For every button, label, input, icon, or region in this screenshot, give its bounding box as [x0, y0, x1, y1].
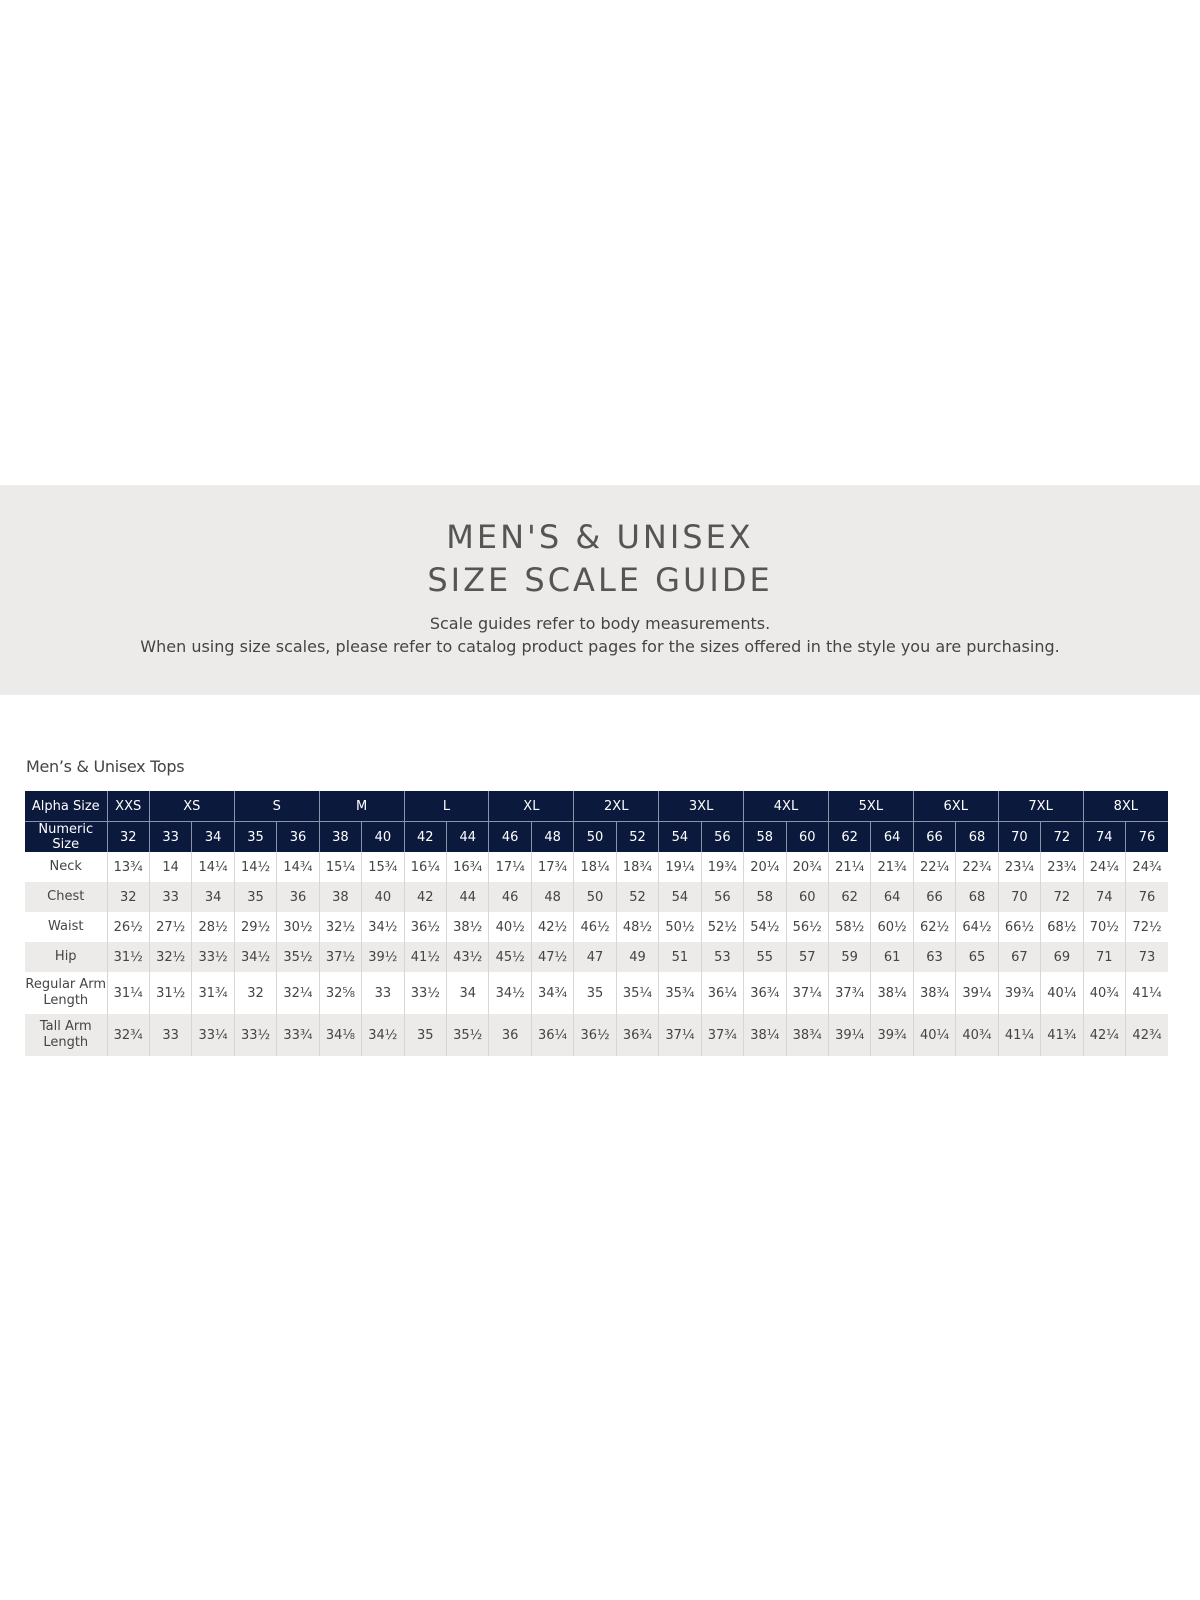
- table-cell: 31½: [107, 942, 149, 972]
- numeric-size-cell: 54: [659, 822, 701, 853]
- table-row: [25, 972, 1168, 1014]
- table-cell: 40: [362, 882, 404, 912]
- table-cell: 37¾: [701, 1014, 743, 1056]
- table-cell: 13¾: [107, 852, 149, 882]
- alpha-size-cell: XS: [149, 791, 234, 822]
- table-cell: 58½: [828, 912, 870, 942]
- row-label-line: Regular Arm: [25, 977, 107, 992]
- table-cell: 31¼: [107, 972, 149, 1014]
- table-cell: 29½: [234, 912, 276, 942]
- table-row: [25, 1014, 1168, 1056]
- table-cell: 50: [574, 882, 616, 912]
- table-cell: 35¾: [659, 972, 701, 1014]
- table-cell: 22¼: [913, 852, 955, 882]
- table-cell: 32½: [319, 912, 361, 942]
- table-cell: 14¾: [277, 852, 319, 882]
- table-cell: 19¾: [701, 852, 743, 882]
- table-cell: 40¾: [1083, 972, 1125, 1014]
- table-cell: 38¾: [786, 1014, 828, 1056]
- alpha-size-cell: 3XL: [659, 791, 744, 822]
- table-cell: 73: [1126, 942, 1169, 972]
- table-cell: 14½: [234, 852, 276, 882]
- numeric-size-cell: 32: [107, 822, 149, 853]
- table-cell: 54: [659, 882, 701, 912]
- table-cell: 34⅛: [319, 1014, 361, 1056]
- table-cell: 28½: [192, 912, 234, 942]
- table-cell: 34½: [234, 942, 276, 972]
- table-cell: 33: [149, 1014, 191, 1056]
- subtitle-line2: When using size scales, please refer to catalog product pages for the sizes offered in the style you are purchasing.: [140, 637, 1060, 656]
- table-cell: 72: [1041, 882, 1083, 912]
- row-label: [25, 912, 107, 942]
- numeric-size-cell: 70: [998, 822, 1040, 853]
- alpha-size-cell: XL: [489, 791, 574, 822]
- table-cell: 65: [956, 942, 998, 972]
- table-cell: 71: [1083, 942, 1125, 972]
- numeric-size-cell: 38: [319, 822, 361, 853]
- table-cell: 64: [871, 882, 913, 912]
- table-cell: 18¾: [616, 852, 658, 882]
- table-cell: 69: [1041, 942, 1083, 972]
- table-cell: 61: [871, 942, 913, 972]
- table-cell: 16¼: [404, 852, 446, 882]
- table-cell: 42½: [531, 912, 573, 942]
- table-cell: 39¾: [871, 1014, 913, 1056]
- table-cell: 23¾: [1041, 852, 1083, 882]
- table-cell: 48: [531, 882, 573, 912]
- table-cell: 41¼: [998, 1014, 1040, 1056]
- numeric-size-label: Numeric Size: [25, 822, 107, 853]
- table-cell: 74: [1083, 882, 1125, 912]
- alpha-size-cell: 8XL: [1083, 791, 1168, 822]
- table-cell: 35: [574, 972, 616, 1014]
- alpha-size-cell: 4XL: [744, 791, 829, 822]
- table-cell: 39¼: [956, 972, 998, 1014]
- row-label-line: Waist: [48, 919, 84, 934]
- numeric-size-cell: 58: [744, 822, 786, 853]
- numeric-size-cell: 50: [574, 822, 616, 853]
- numeric-size-cell: 46: [489, 822, 531, 853]
- table-cell: 62½: [913, 912, 955, 942]
- table-cell: 52½: [701, 912, 743, 942]
- table-cell: 44: [447, 882, 489, 912]
- table-cell: 58: [744, 882, 786, 912]
- table-cell: 22¾: [956, 852, 998, 882]
- table-cell: 36¾: [744, 972, 786, 1014]
- numeric-size-cell: 74: [1083, 822, 1125, 853]
- row-label-line: Chest: [47, 889, 85, 904]
- table-cell: 68½: [1041, 912, 1083, 942]
- numeric-size-cell: 66: [913, 822, 955, 853]
- table-cell: 32¼: [277, 972, 319, 1014]
- table-cell: 38¼: [744, 1014, 786, 1056]
- table-cell: 31¾: [192, 972, 234, 1014]
- table-cell: 70½: [1083, 912, 1125, 942]
- table-cell: 66: [913, 882, 955, 912]
- table-cell: 33¼: [192, 1014, 234, 1056]
- table-cell: 40¼: [1041, 972, 1083, 1014]
- table-cell: 23¼: [998, 852, 1040, 882]
- table-cell: 57: [786, 942, 828, 972]
- table-cell: 68: [956, 882, 998, 912]
- table-cell: 31½: [149, 972, 191, 1014]
- row-label-line: Length: [43, 1035, 89, 1050]
- table-cell: 62: [828, 882, 870, 912]
- table-cell: 36½: [574, 1014, 616, 1056]
- table-cell: 38¼: [871, 972, 913, 1014]
- table-cell: 36: [277, 882, 319, 912]
- numeric-size-cell: 44: [447, 822, 489, 853]
- table-cell: 35¼: [616, 972, 658, 1014]
- alpha-size-cell: 6XL: [913, 791, 998, 822]
- table-cell: 55: [744, 942, 786, 972]
- table-cell: 32: [107, 882, 149, 912]
- numeric-size-row: [25, 822, 1168, 853]
- table-cell: 45½: [489, 942, 531, 972]
- table-cell: 33½: [192, 942, 234, 972]
- table-cell: 17¾: [531, 852, 573, 882]
- alpha-size-row: [25, 791, 1168, 822]
- row-label-line: Neck: [49, 859, 82, 874]
- table-cell: 34½: [362, 912, 404, 942]
- table-cell: 39½: [362, 942, 404, 972]
- table-cell: 35: [404, 1014, 446, 1056]
- table-cell: 56: [701, 882, 743, 912]
- page-title-line2: SIZE SCALE GUIDE: [427, 561, 773, 599]
- table-cell: 47½: [531, 942, 573, 972]
- table-cell: 19¼: [659, 852, 701, 882]
- table-cell: 16¾: [447, 852, 489, 882]
- table-cell: 36¾: [616, 1014, 658, 1056]
- alpha-size-label: Alpha Size: [25, 791, 107, 822]
- table-cell: 53: [701, 942, 743, 972]
- table-cell: 56½: [786, 912, 828, 942]
- table-cell: 47: [574, 942, 616, 972]
- header-band: [0, 485, 1200, 695]
- row-label: [25, 972, 107, 1014]
- table-cell: 21¾: [871, 852, 913, 882]
- table-cell: 36¼: [531, 1014, 573, 1056]
- table-cell: 46½: [574, 912, 616, 942]
- alpha-size-cell: 7XL: [998, 791, 1083, 822]
- table-cell: 27½: [149, 912, 191, 942]
- row-label: [25, 942, 107, 972]
- table-cell: 50½: [659, 912, 701, 942]
- table-cell: 76: [1126, 882, 1169, 912]
- numeric-size-cell: 56: [701, 822, 743, 853]
- table-cell: 34½: [489, 972, 531, 1014]
- row-label-line: Tall Arm: [39, 1019, 92, 1034]
- table-cell: 60½: [871, 912, 913, 942]
- table-cell: 33¾: [277, 1014, 319, 1056]
- table-cell: 43½: [447, 942, 489, 972]
- table-cell: 36¼: [701, 972, 743, 1014]
- table-cell: 32⅝: [319, 972, 361, 1014]
- table-cell: 59: [828, 942, 870, 972]
- table-cell: 26½: [107, 912, 149, 942]
- table-cell: 41¼: [1126, 972, 1169, 1014]
- alpha-size-cell: 5XL: [828, 791, 913, 822]
- table-cell: 14¼: [192, 852, 234, 882]
- section-title: Men’s & Unisex Tops: [26, 757, 185, 776]
- row-label: [25, 1014, 107, 1056]
- row-label: [25, 882, 107, 912]
- table-cell: 34: [447, 972, 489, 1014]
- table-cell: 66½: [998, 912, 1040, 942]
- numeric-size-cell: 52: [616, 822, 658, 853]
- row-label-line: Hip: [54, 949, 77, 964]
- table-cell: 14: [149, 852, 191, 882]
- table-cell: 40¾: [956, 1014, 998, 1056]
- table-cell: 37¼: [786, 972, 828, 1014]
- alpha-size-cell: M: [319, 791, 404, 822]
- table-cell: 42¼: [1083, 1014, 1125, 1056]
- table-cell: 42¾: [1126, 1014, 1169, 1056]
- numeric-size-cell: 42: [404, 822, 446, 853]
- table-cell: 32¾: [107, 1014, 149, 1056]
- table-cell: 34½: [362, 1014, 404, 1056]
- row-label-line: Length: [43, 993, 89, 1008]
- numeric-size-cell: 48: [531, 822, 573, 853]
- numeric-size-cell: 40: [362, 822, 404, 853]
- subtitle-line1: Scale guides refer to body measurements.: [429, 614, 771, 633]
- table-cell: 72½: [1126, 912, 1169, 942]
- table-cell: 17¼: [489, 852, 531, 882]
- table-cell: 42: [404, 882, 446, 912]
- numeric-size-cell: 68: [956, 822, 998, 853]
- table-cell: 33½: [234, 1014, 276, 1056]
- table-cell: 21¼: [828, 852, 870, 882]
- table-cell: 33: [362, 972, 404, 1014]
- table-cell: 41½: [404, 942, 446, 972]
- table-row: [25, 882, 1168, 912]
- table-row: [25, 852, 1168, 882]
- table-row: [25, 942, 1168, 972]
- table-cell: 38½: [447, 912, 489, 942]
- table-cell: 52: [616, 882, 658, 912]
- table-cell: 33: [149, 882, 191, 912]
- numeric-size-cell: 34: [192, 822, 234, 853]
- numeric-size-cell: 62: [828, 822, 870, 853]
- table-cell: 20¾: [786, 852, 828, 882]
- numeric-size-cell: 35: [234, 822, 276, 853]
- table-cell: 48½: [616, 912, 658, 942]
- table-cell: 36½: [404, 912, 446, 942]
- table-cell: 15¼: [319, 852, 361, 882]
- table-cell: 63: [913, 942, 955, 972]
- table-cell: 39¾: [998, 972, 1040, 1014]
- table-row: [25, 912, 1168, 942]
- table-cell: 37½: [319, 942, 361, 972]
- table-cell: 35: [234, 882, 276, 912]
- table-cell: 18¼: [574, 852, 616, 882]
- table-cell: 51: [659, 942, 701, 972]
- table-cell: 60: [786, 882, 828, 912]
- table-cell: 41¾: [1041, 1014, 1083, 1056]
- alpha-size-cell: XXS: [107, 791, 149, 822]
- table-cell: 20¼: [744, 852, 786, 882]
- table-cell: 32½: [149, 942, 191, 972]
- table-cell: 30½: [277, 912, 319, 942]
- table-cell: 34: [192, 882, 234, 912]
- table-cell: 46: [489, 882, 531, 912]
- numeric-size-cell: 36: [277, 822, 319, 853]
- table-cell: 34¾: [531, 972, 573, 1014]
- table-cell: 33½: [404, 972, 446, 1014]
- table-cell: 40¼: [913, 1014, 955, 1056]
- table-cell: 40½: [489, 912, 531, 942]
- table-cell: 24¼: [1083, 852, 1125, 882]
- numeric-size-cell: 76: [1126, 822, 1169, 853]
- row-label: [25, 852, 107, 882]
- numeric-size-cell: 60: [786, 822, 828, 853]
- size-table: [25, 791, 1168, 1056]
- numeric-size-cell: 72: [1041, 822, 1083, 853]
- table-cell: 54½: [744, 912, 786, 942]
- table-cell: 38¾: [913, 972, 955, 1014]
- table-cell: 35½: [447, 1014, 489, 1056]
- table-cell: 67: [998, 942, 1040, 972]
- numeric-size-cell: 33: [149, 822, 191, 853]
- table-cell: 15¾: [362, 852, 404, 882]
- alpha-size-cell: S: [234, 791, 319, 822]
- table-cell: 36: [489, 1014, 531, 1056]
- table-cell: 49: [616, 942, 658, 972]
- table-cell: 35½: [277, 942, 319, 972]
- page-title-line1: MEN'S & UNISEX: [446, 518, 754, 556]
- table-cell: 37¼: [659, 1014, 701, 1056]
- table-cell: 37¾: [828, 972, 870, 1014]
- table-cell: 24¾: [1126, 852, 1169, 882]
- alpha-size-cell: 2XL: [574, 791, 659, 822]
- table-cell: 32: [234, 972, 276, 1014]
- table-cell: 70: [998, 882, 1040, 912]
- table-cell: 39¼: [828, 1014, 870, 1056]
- numeric-size-cell: 64: [871, 822, 913, 853]
- table-cell: 64½: [956, 912, 998, 942]
- alpha-size-cell: L: [404, 791, 489, 822]
- table-cell: 38: [319, 882, 361, 912]
